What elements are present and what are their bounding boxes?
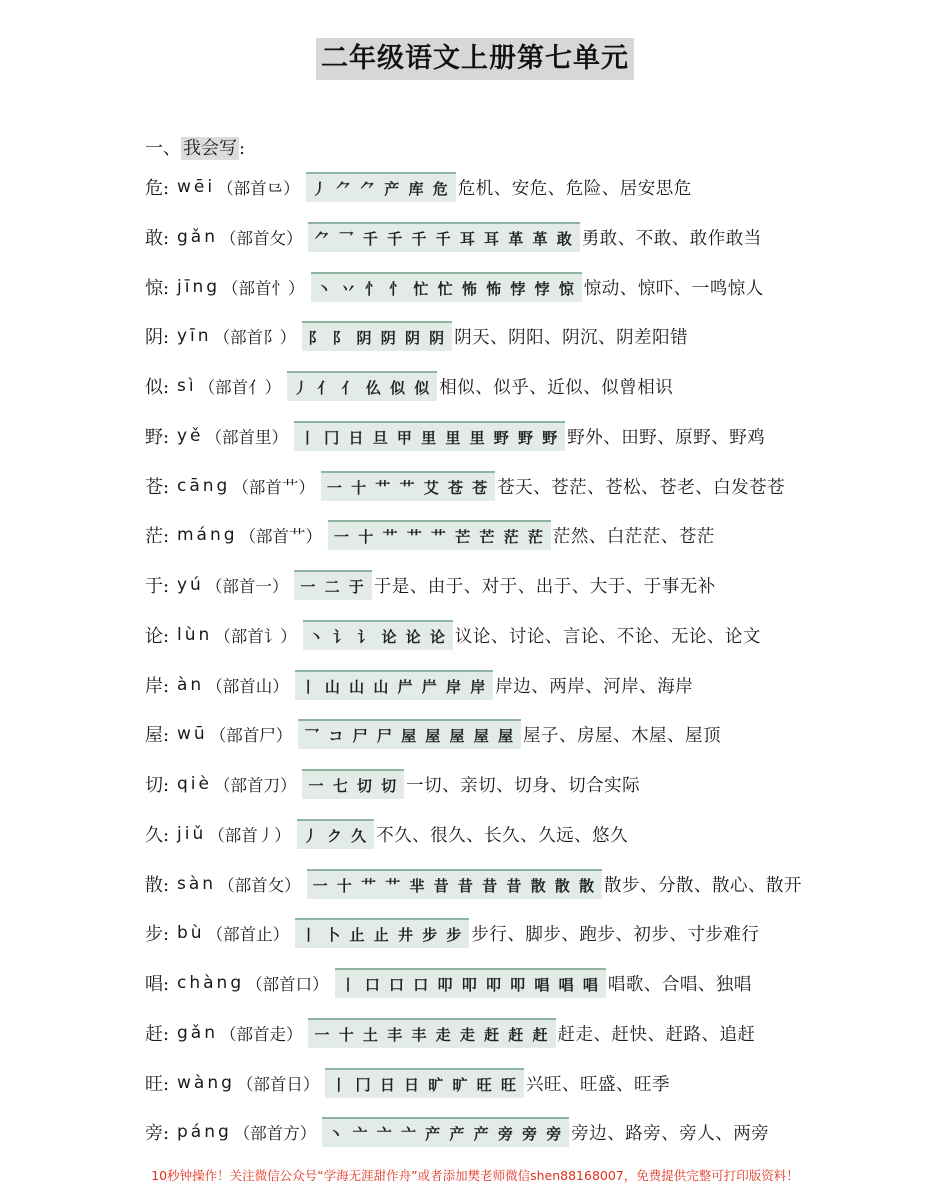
entry-radical: （部首口）: [246, 975, 329, 994]
stroke-order: 一 十 艹 艹 艹 芒 芒 茫 茫: [328, 520, 551, 550]
entry-char: 苍:: [145, 477, 170, 498]
entry-row: [145, 568, 716, 602]
entry-words: 屋子、房屋、木屋、屋顶: [522, 725, 721, 746]
entry-row: [145, 1016, 756, 1050]
entry-row: [145, 518, 715, 552]
entry-pinyin: lùn: [177, 625, 213, 645]
entry-radical: （部首山）: [206, 677, 289, 696]
entry-words: 不久、很久、长久、久远、悠久: [376, 825, 629, 846]
entry-row: [145, 319, 688, 353]
stroke-order: 丿 亻 亻 仫 似 似: [287, 371, 437, 401]
entry-radical: （部首⺋）: [217, 179, 300, 198]
entry-row: [145, 1066, 670, 1100]
entry-char: 于:: [145, 576, 170, 597]
section-number: 一、: [145, 138, 181, 159]
stroke-order: 乛 コ 尸 尸 屋 屋 屋 屋 屋: [298, 719, 521, 749]
entry-radical: （部首刀）: [213, 776, 297, 795]
entry-row: [145, 170, 692, 204]
entry-char: 论:: [145, 626, 170, 647]
entry-radical: （部首尸）: [209, 726, 293, 745]
section-colon: :: [239, 138, 246, 159]
stroke-order: 丨 冂 日 日 旷 旷 旺 旺: [325, 1068, 524, 1098]
entry-radical: （部首丿）: [208, 826, 291, 845]
entry-pinyin: jiǔ: [177, 824, 207, 844]
promo-footer: 10秒钟操作！关注微信公众号“学海无涯甜作舟”或者添加樊老师微信shen88168007，免费提供完整可打印版资料！: [151, 1168, 799, 1183]
entry-row: [145, 618, 761, 652]
entry-radical: （部首艹）: [232, 478, 315, 497]
entry-words: 散步、分散、散心、散开: [604, 875, 803, 896]
stroke-order: 一 七 切 切: [302, 769, 404, 799]
entry-row: [145, 717, 721, 751]
stroke-order: 一 二 于: [294, 570, 371, 600]
stroke-order: 阝 阝 阴 阴 阴 阴: [302, 321, 452, 351]
entry-radical: （部首里）: [205, 428, 289, 447]
entry-char: 旁:: [145, 1123, 170, 1144]
entry-pinyin: wēi: [177, 177, 216, 197]
stroke-order: 丨 山 山 山 屵 屵 岸 岸: [295, 670, 494, 700]
entry-row: [145, 369, 673, 403]
entry-char: 屋:: [145, 725, 170, 746]
stroke-order: 丿 ク 久: [297, 819, 374, 849]
entry-radical: （部首日）: [236, 1075, 320, 1094]
entry-radical: （部首止）: [206, 925, 290, 944]
entry-char: 旺:: [145, 1074, 170, 1095]
entry-char: 久:: [145, 825, 170, 846]
entry-row: [145, 668, 693, 702]
entry-char: 散:: [145, 875, 170, 896]
entry-words: 勇敢、不敢、敢作敢当: [581, 228, 762, 249]
entry-row: [145, 817, 628, 851]
entry-pinyin: qiè: [177, 774, 212, 794]
entry-row: [145, 867, 802, 901]
entry-row: [145, 469, 785, 503]
entry-words: 相似、似乎、近似、似曾相识: [439, 377, 674, 398]
entry-pinyin: yīn: [177, 326, 212, 346]
entry-char: 危:: [145, 178, 170, 199]
entry-words: 旁边、路旁、旁人、两旁: [571, 1123, 770, 1144]
stroke-order: 一 十 土 丰 丰 走 走 赶 赶 赶: [308, 1018, 555, 1048]
stroke-order: 丶 讠 讠 论 论 论: [303, 620, 453, 650]
section-label: 我会写: [183, 138, 237, 159]
stroke-order: 丿 ⺈ ⺈ 产 库 危: [306, 172, 456, 202]
entry-words: 惊动、惊吓、一鸣惊人: [583, 278, 764, 299]
stroke-order: 丶 亠 亠 亠 产 产 产 旁 旁 旁: [322, 1117, 569, 1147]
entry-words: 阴天、阴阳、阴沉、阴差阳错: [454, 327, 689, 348]
entry-radical: （部首走）: [219, 1025, 303, 1044]
entry-words: 野外、田野、原野、野鸡: [567, 427, 766, 448]
entry-row: [145, 966, 752, 1000]
entry-row: [145, 916, 759, 950]
entry-char: 切:: [145, 775, 170, 796]
stroke-order: 丨 口 口 口 叩 叩 叩 叩 唱 唱 唱: [335, 968, 606, 998]
entry-pinyin: máng: [177, 525, 238, 545]
entry-pinyin: wàng: [177, 1073, 235, 1093]
entry-row: [145, 270, 764, 304]
entry-pinyin: páng: [177, 1122, 232, 1142]
stroke-order: 丶 丷 忄 忄 忙 忙 怖 怖 悖 悖 惊: [311, 272, 582, 302]
entry-char: 惊:: [145, 278, 170, 299]
entry-char: 阴:: [145, 327, 170, 348]
entry-char: 唱:: [145, 974, 170, 995]
entry-radical: （部首方）: [233, 1124, 317, 1143]
stroke-order: 丨 冂 日 旦 甲 里 里 里 野 野 野: [294, 421, 565, 451]
page-title: 二年级语文上册第七单元: [316, 38, 634, 80]
entry-char: 似:: [145, 377, 170, 398]
entry-pinyin: cāng: [177, 476, 231, 496]
entry-pinyin: sàn: [177, 874, 217, 894]
entry-char: 赶:: [145, 1024, 170, 1045]
section-heading: [145, 135, 245, 163]
entry-words: 苍天、苍茫、苍松、苍老、白发苍苍: [497, 477, 786, 498]
entry-pinyin: yě: [177, 426, 204, 446]
entry-radical: （部首讠）: [214, 627, 297, 646]
entry-words: 危机、安危、危险、居安思危: [457, 178, 692, 199]
entry-radical: （部首攵）: [219, 229, 303, 248]
entry-radical: （部首一）: [205, 577, 289, 596]
stroke-order: ⺈ 乛 千 千 千 千 耳 耳 革 革 敢: [308, 222, 579, 252]
entry-radical: （部首亻）: [198, 378, 282, 397]
entry-row: [145, 220, 762, 254]
entry-pinyin: yú: [177, 575, 204, 595]
entry-pinyin: àn: [177, 675, 205, 695]
stroke-order: 一 十 艹 艹 艾 苍 苍: [321, 471, 495, 501]
stroke-order: 丨 卜 止 止 井 步 步: [295, 918, 469, 948]
entry-char: 茫:: [145, 526, 170, 547]
entry-char: 野:: [145, 427, 170, 448]
entry-pinyin: sì: [177, 376, 197, 396]
entry-row: [145, 767, 640, 801]
entry-words: 一切、亲切、切身、切合实际: [406, 775, 641, 796]
entry-radical: （部首阝）: [213, 328, 297, 347]
entry-words: 茫然、白茫茫、苍茫: [552, 526, 715, 547]
entry-pinyin: bù: [177, 923, 205, 943]
entry-words: 步行、脚步、跑步、初步、寸步难行: [471, 924, 760, 945]
entry-radical: （部首忄）: [222, 279, 305, 298]
entry-pinyin: jīng: [177, 277, 221, 297]
entry-words: 议论、讨论、言论、不论、无论、论文: [454, 626, 761, 647]
entry-char: 步:: [145, 924, 170, 945]
entry-words: 赶走、赶快、赶路、追赶: [557, 1024, 756, 1045]
entry-char: 岸:: [145, 676, 170, 697]
entry-radical: （部首艹）: [239, 527, 323, 546]
entry-words: 于是、由于、对于、出于、大于、于事无补: [373, 576, 716, 597]
entry-pinyin: wū: [177, 724, 208, 744]
stroke-order: 一 十 艹 艹 芈 昔 昔 昔 昔 散 散 散: [307, 869, 602, 899]
entry-radical: （部首攵）: [218, 876, 301, 895]
entry-words: 兴旺、旺盛、旺季: [525, 1074, 670, 1095]
entry-pinyin: gǎn: [177, 1023, 218, 1043]
entry-words: 唱歌、合唱、独唱: [607, 974, 752, 995]
entry-row: [145, 1115, 769, 1149]
entry-row: [145, 419, 765, 453]
entry-pinyin: chàng: [177, 973, 245, 993]
entry-char: 敢:: [145, 228, 170, 249]
entry-words: 岸边、两岸、河岸、海岸: [495, 676, 694, 697]
entry-pinyin: gǎn: [177, 227, 218, 247]
